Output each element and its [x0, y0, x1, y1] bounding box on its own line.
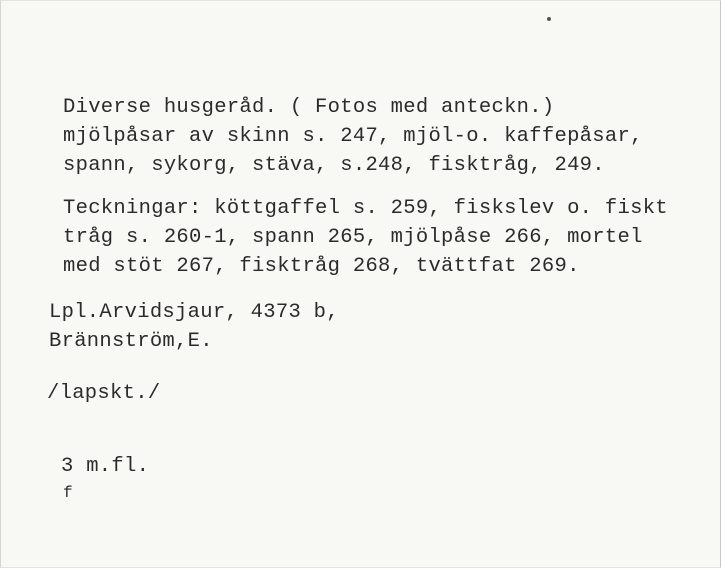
- ink-dot: [547, 17, 551, 21]
- card-line-description: Diverse husgeråd. ( Fotos med anteckn.): [63, 96, 555, 119]
- card-line-drawings-2: tråg s. 260-1, spann 265, mjölpåse 266, mortel: [63, 226, 643, 249]
- card-line-items-2: spann, sykorg, stäva, s.248, fisktråg, 249.: [63, 154, 605, 177]
- card-line-mark: f: [63, 484, 73, 502]
- card-line-location: Lpl.Arvidsjaur, 4373 b,: [49, 301, 339, 324]
- card-line-drawings-1: Teckningar: köttgaffel s. 259, fiskslev o. fiskt: [63, 197, 668, 220]
- card-line-items-1: mjölpåsar av skinn s. 247, mjöl-o. kaffepåsar,: [63, 125, 643, 148]
- card-line-count: 3 m.fl.: [61, 455, 150, 478]
- card-line-collector: Brännström,E.: [49, 330, 213, 353]
- card-line-drawings-3: med stöt 267, fisktråg 268, tvättfat 269.: [63, 255, 580, 278]
- card-line-category: /lapskt./: [47, 382, 161, 405]
